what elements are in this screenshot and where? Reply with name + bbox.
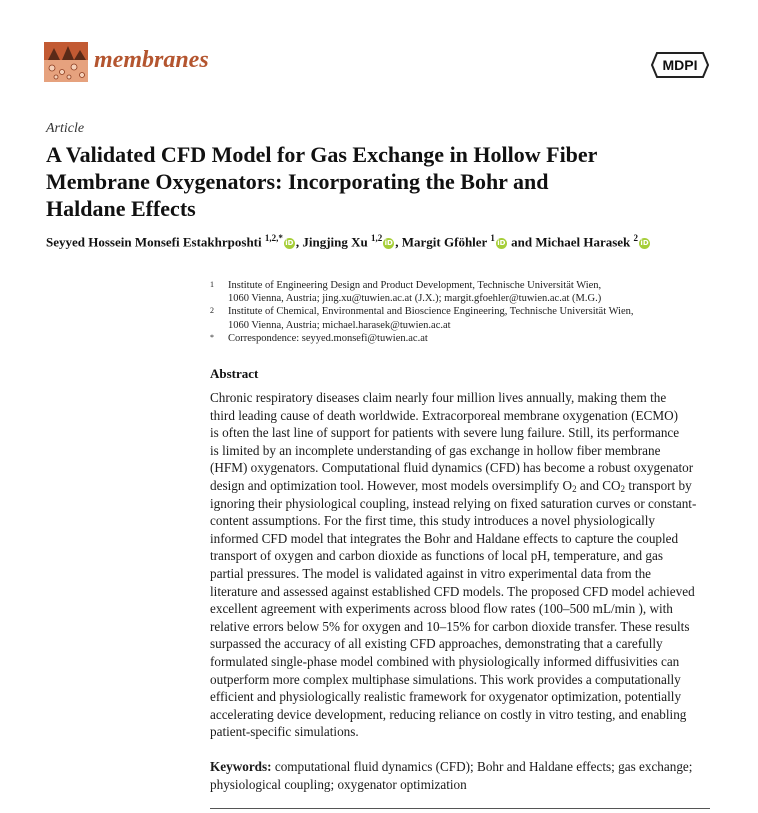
author-name: Michael Harasek <box>535 234 631 250</box>
abstract-line: partial pressures. The model is validated against in vitro experimental data from the <box>210 565 652 581</box>
abstract-line: excellent agreement with experiments across blood flow rates (100–500 mL/min ), with <box>210 601 673 617</box>
orcid-icon[interactable]: iD <box>285 239 294 248</box>
abstract-line: (HFM) oxygenators. Computational fluid dynamics (CFD) has become a robust oxygenator <box>210 460 694 476</box>
affiliation-mark: * <box>210 332 214 342</box>
publisher-logo <box>651 50 709 80</box>
abstract-line: informed CFD model that integrates the Bohr and Haldane effects to capture the coupled <box>210 530 679 546</box>
author-list: Seyyed Hossein Monsefi Estakhrposhti $^{1,2,*}$iD , Jingjing Xu $^{1,2}$iD , Margit Gföhler $^1$iD and Michael Harasek $^2$iD <box>46 233 649 250</box>
abstract-line: is limited by an incomplete understanding of gas exchange in hollow fiber membrane <box>210 442 661 458</box>
article-title <box>46 141 686 222</box>
abstract-line: ignoring their physiological coupling, instead relying on fixed saturation curves or constant- <box>210 495 697 511</box>
keywords-text: physiological coupling; oxygenator optimization <box>210 776 467 792</box>
title-line: Membrane Oxygenators: Incorporating the Bohr and <box>46 169 549 194</box>
affiliation-mark: 2 <box>210 306 214 316</box>
publisher-name: MDPI <box>662 57 698 73</box>
abstract-line: is often the last line of support for patients with severe lung failure. Still, its performance <box>210 425 680 441</box>
orcid-icon[interactable]: iD <box>497 239 506 248</box>
affiliations <box>210 279 710 345</box>
abstract-line: accelerating device development, reducing reliance on costly in vitro testing, and enabling <box>210 706 687 722</box>
correspondence-item: * Correspondence: seyyed.monsefi@tuwien.ac.at <box>210 332 428 344</box>
author-affil-mark: 1,2 <box>371 233 383 243</box>
author-affil-mark: 1 <box>490 233 495 243</box>
author-name: Jingjing Xu <box>302 234 368 250</box>
abstract-line: efficient and physiologically realistic framework for oxygenator optimization, potentially <box>210 689 682 705</box>
abstract-text <box>210 389 715 741</box>
abstract-line: third leading cause of death worldwide. Extracorporeal membrane oxygenation (ECMO) <box>210 407 678 423</box>
abstract-line: outperform more complex multiphase simulations. This work provides a computationally <box>210 671 681 687</box>
divider <box>210 808 710 809</box>
author-affil-mark: 2 <box>633 233 639 243</box>
abstract-line: formulated single-phase model combined with physiologically informed diffusivities can <box>210 653 680 669</box>
author-affil-mark: 1,2,* <box>264 233 283 243</box>
journal-name: membranes <box>94 47 209 73</box>
keywords <box>210 758 715 793</box>
article-type: Article <box>46 121 85 136</box>
keywords-text: computational fluid dynamics (CFD); Bohr and Haldane effects; gas exchange; <box>274 759 693 774</box>
author-name: Seyyed Hossein Monsefi Estakhrposhti <box>46 234 262 250</box>
abstract-line: literature and assessed against established CFD models. The proposed CFD model achieved <box>210 583 695 599</box>
title-line: A Validated CFD Model for Gas Exchange in Hollow Fiber <box>46 142 598 167</box>
affiliation-mark: 1 <box>210 280 214 289</box>
title-line: Haldane Effects <box>46 196 196 221</box>
keywords-label: Keywords: <box>210 759 272 774</box>
abstract-line: Chronic respiratory diseases claim nearly four million lives annually, making them the <box>210 390 667 405</box>
abstract-line: transport of oxygen and carbon dioxide as functions of local pH, temperature, and gas <box>210 548 663 564</box>
abstract-line: patient-specific simulations. <box>210 724 359 740</box>
abstract-line: relative errors below 5% for oxygen and 10–15% for carbon dioxide transfer. These results <box>210 618 690 634</box>
abstract-heading: Abstract <box>210 366 259 381</box>
journal-logo <box>44 42 88 82</box>
abstract-line: surpassed the accuracy of all existing CFD approaches, demonstrating that a carefully <box>210 636 663 652</box>
affiliation-item: 1 Institute of Engineering Design and Product Development, Technische Universität Wien, 1060 Vienna, Austria; jing.xu@tuwien.ac.at (J.X.); margit.gfoehler@tuwien.ac.at (M.G.) <box>210 280 602 305</box>
orcid-icon[interactable]: iD <box>640 239 649 248</box>
orcid-icon[interactable]: iD <box>384 239 393 248</box>
author-name: Margit Gföhler <box>401 234 488 250</box>
affiliation-item: 2 Institute of Chemical, Environmental and Bioscience Engineering, Technische Universität Wien, 1060 Vienna, Austria; michael.harasek@tuwien.ac.at <box>210 306 634 331</box>
abstract-line: design and optimization tool. However, most models oversimplify $O_2$ and $CO_2$ transport by <box>210 477 692 494</box>
abstract-line: content assumptions. For the first time, this study introduces a novel physiologically <box>210 513 656 529</box>
